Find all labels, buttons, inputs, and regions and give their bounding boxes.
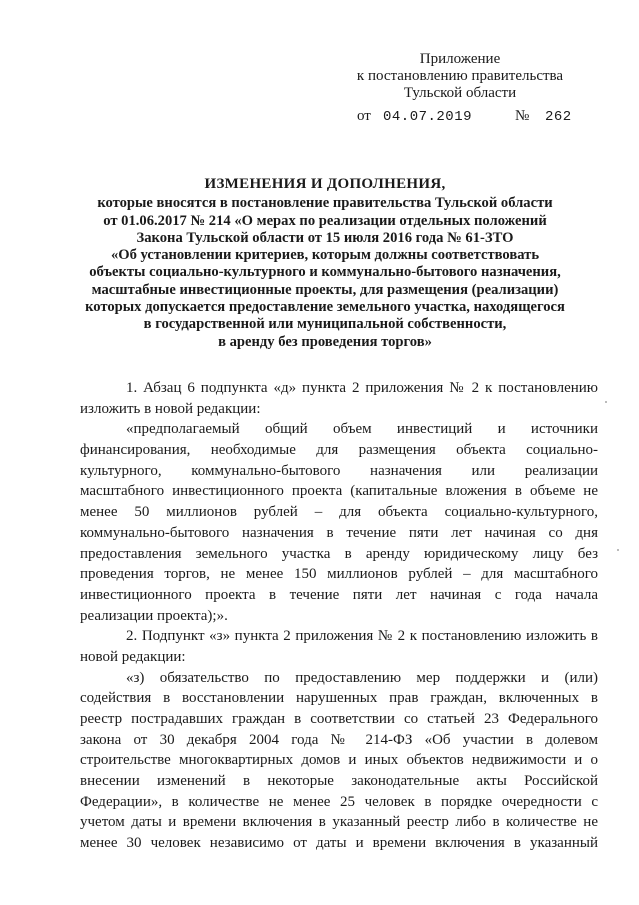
title-line: «Об установлении критериев, которым должны соответствовать	[110, 247, 540, 264]
body-line: учетом даты и времени включения в указанный реестр либо в количестве не	[80, 814, 598, 831]
body-line: реестр пострадавших граждан в соответствии со статьей 23 Федерального	[80, 711, 598, 727]
body-line: проведения торгов, не менее 150 миллионов рублей – для масштабного	[80, 566, 598, 583]
body-line: 2. Подпункт «з» пункта 2 приложения № 2 к постановлению изложить в	[126, 628, 598, 645]
scan-speck	[605, 401, 607, 403]
body-line: строительстве многоквартирных домов и иных объектов недвижимости и о	[80, 752, 598, 769]
body-line: «з) обязательство по предоставлению мер поддержки и (или)	[126, 669, 598, 686]
body-line: «предполагаемый общий объем инвестиций и источники	[126, 421, 598, 438]
body-line: реализации проекта);».	[80, 607, 228, 624]
number-sign: №	[515, 108, 530, 124]
title-line: от 01.06.2017 № 214 «О мерах по реализации отдельных положений	[103, 212, 547, 229]
appendix-line-2: к постановлению правительства	[356, 68, 564, 84]
body-line: культурного, коммунально-бытового назначения или реализации	[80, 462, 598, 479]
title-line: объекты социально-культурного и коммунально-бытового назначения,	[89, 264, 561, 281]
title-line: в государственной или муниципальной собственности,	[143, 316, 507, 333]
document-number: 262	[545, 109, 572, 125]
title-line: Закона Тульской области от 15 июля 2016 года № 61-ЗТО	[136, 229, 514, 246]
body-line: предоставления земельного участка в аренду юридическому лицу без	[80, 545, 598, 562]
body-line: коммунально-бытового назначения в течение пяти лет начиная со дня	[80, 524, 598, 541]
body-line: изложить в новой редакции:	[80, 400, 261, 417]
body-line: Федерации», в количестве не менее 25 человек в порядке очередности с	[80, 793, 598, 810]
scan-speck	[617, 549, 619, 551]
body-line: новой редакции:	[80, 648, 186, 665]
body-line: финансирования, необходимые для размещения объекта социально-	[80, 442, 598, 459]
document-title	[70, 176, 580, 351]
date-from-label: от	[357, 108, 371, 124]
body-line: 1. Абзац 6 подпункта «д» пункта 2 приложения № 2 к постановлению	[126, 380, 598, 396]
body-line: масштабного инвестиционного проекта (капитальные вложения в объеме не	[80, 483, 598, 500]
body-line: менее 30 человек независимо от даты и времени включения в указанный	[80, 835, 598, 852]
body-line: содействия в восстановлении нарушенных прав граждан, включенных в	[80, 690, 598, 707]
title-line: которые вносятся в постановление правительства Тульской области	[97, 195, 553, 212]
body-line: инвестиционного проекта в течение пяти лет начиная с года начала	[80, 586, 598, 603]
title-main: ИЗМЕНЕНИЯ И ДОПОЛНЕНИЯ,	[204, 176, 446, 192]
body-line: внесении изменений в некоторые законодательные акты Российской	[80, 773, 598, 790]
appendix-header	[340, 51, 580, 102]
appendix-title: Приложение	[419, 51, 501, 67]
title-line: в аренду без проведения торгов»	[218, 333, 432, 350]
body-line: менее 50 миллионов рублей – для объекта социально-культурного,	[80, 504, 598, 521]
document-date: 04.07.2019	[383, 109, 473, 125]
title-line: масштабные инвестиционные проекты, для размещения (реализации)	[91, 281, 559, 298]
title-line: которых допускается предоставление земельного участка, находящегося	[85, 299, 565, 316]
document-body	[80, 378, 598, 854]
body-line: закона от 30 декабря 2004 года № 214-ФЗ «Об участии в долевом	[80, 731, 598, 748]
appendix-line-3: Тульской области	[403, 85, 517, 101]
